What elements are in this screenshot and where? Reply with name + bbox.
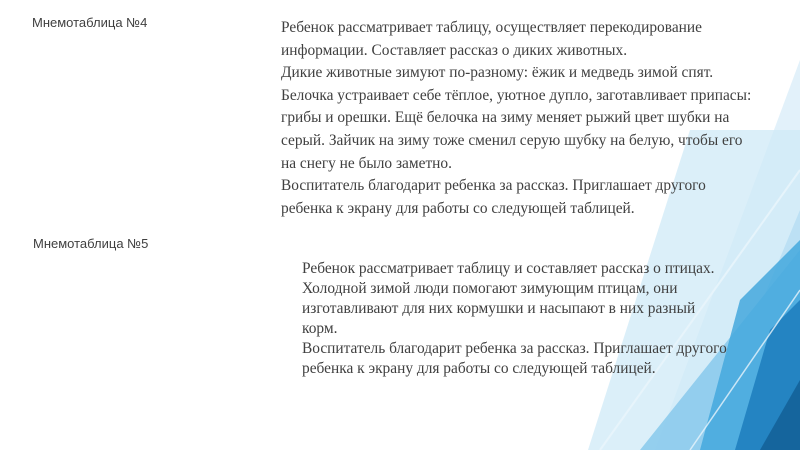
heading-table-5: Мнемотаблица №5 bbox=[33, 236, 149, 251]
text-line: грибы и орешки. Ещё белочка на зиму меняет рыжий цвет шубки на bbox=[281, 109, 730, 127]
text-line: корм. bbox=[302, 320, 338, 337]
text-line: ребенка к экрану для работы со следующей таблицей. bbox=[302, 360, 656, 377]
story-block-table-5 bbox=[302, 259, 727, 379]
text-line: Воспитатель благодарит ребенка за рассказ. Приглашает другого bbox=[302, 340, 727, 357]
text-line: Ребенок рассматривает таблицу, осуществляет перекодирование bbox=[281, 19, 702, 36]
text-line: ребенка к экрану для работы со следующей таблицей. bbox=[281, 199, 635, 217]
text-line: серый. Зайчик на зиму тоже сменил серую шубку на белую, чтобы его bbox=[281, 131, 743, 149]
text-line: Холодной зимой люди помогают зимующим птицам, они bbox=[302, 280, 678, 297]
text-line: изготавливают для них кормушки и насыпают в них разный bbox=[302, 300, 696, 317]
heading-table-4: Мнемотаблица №4 bbox=[32, 15, 148, 30]
text-line: на снегу не было заметно. bbox=[281, 154, 452, 172]
text-line: информации. Составляет рассказ о диких животных. bbox=[281, 41, 628, 59]
text-line: Белочка устраивает себе тёплое, уютное дупло, заготавливает припасы: bbox=[281, 86, 752, 104]
story-block-table-4 bbox=[281, 17, 751, 220]
text-line: Воспитатель благодарит ребенка за рассказ. Приглашает другого bbox=[281, 177, 706, 195]
text-line: Дикие животные зимуют по-разному: ёжик и медведь зимой спят. bbox=[281, 64, 714, 82]
text-line: Ребенок рассматривает таблицу и составляет рассказ о птицах. bbox=[302, 260, 715, 277]
